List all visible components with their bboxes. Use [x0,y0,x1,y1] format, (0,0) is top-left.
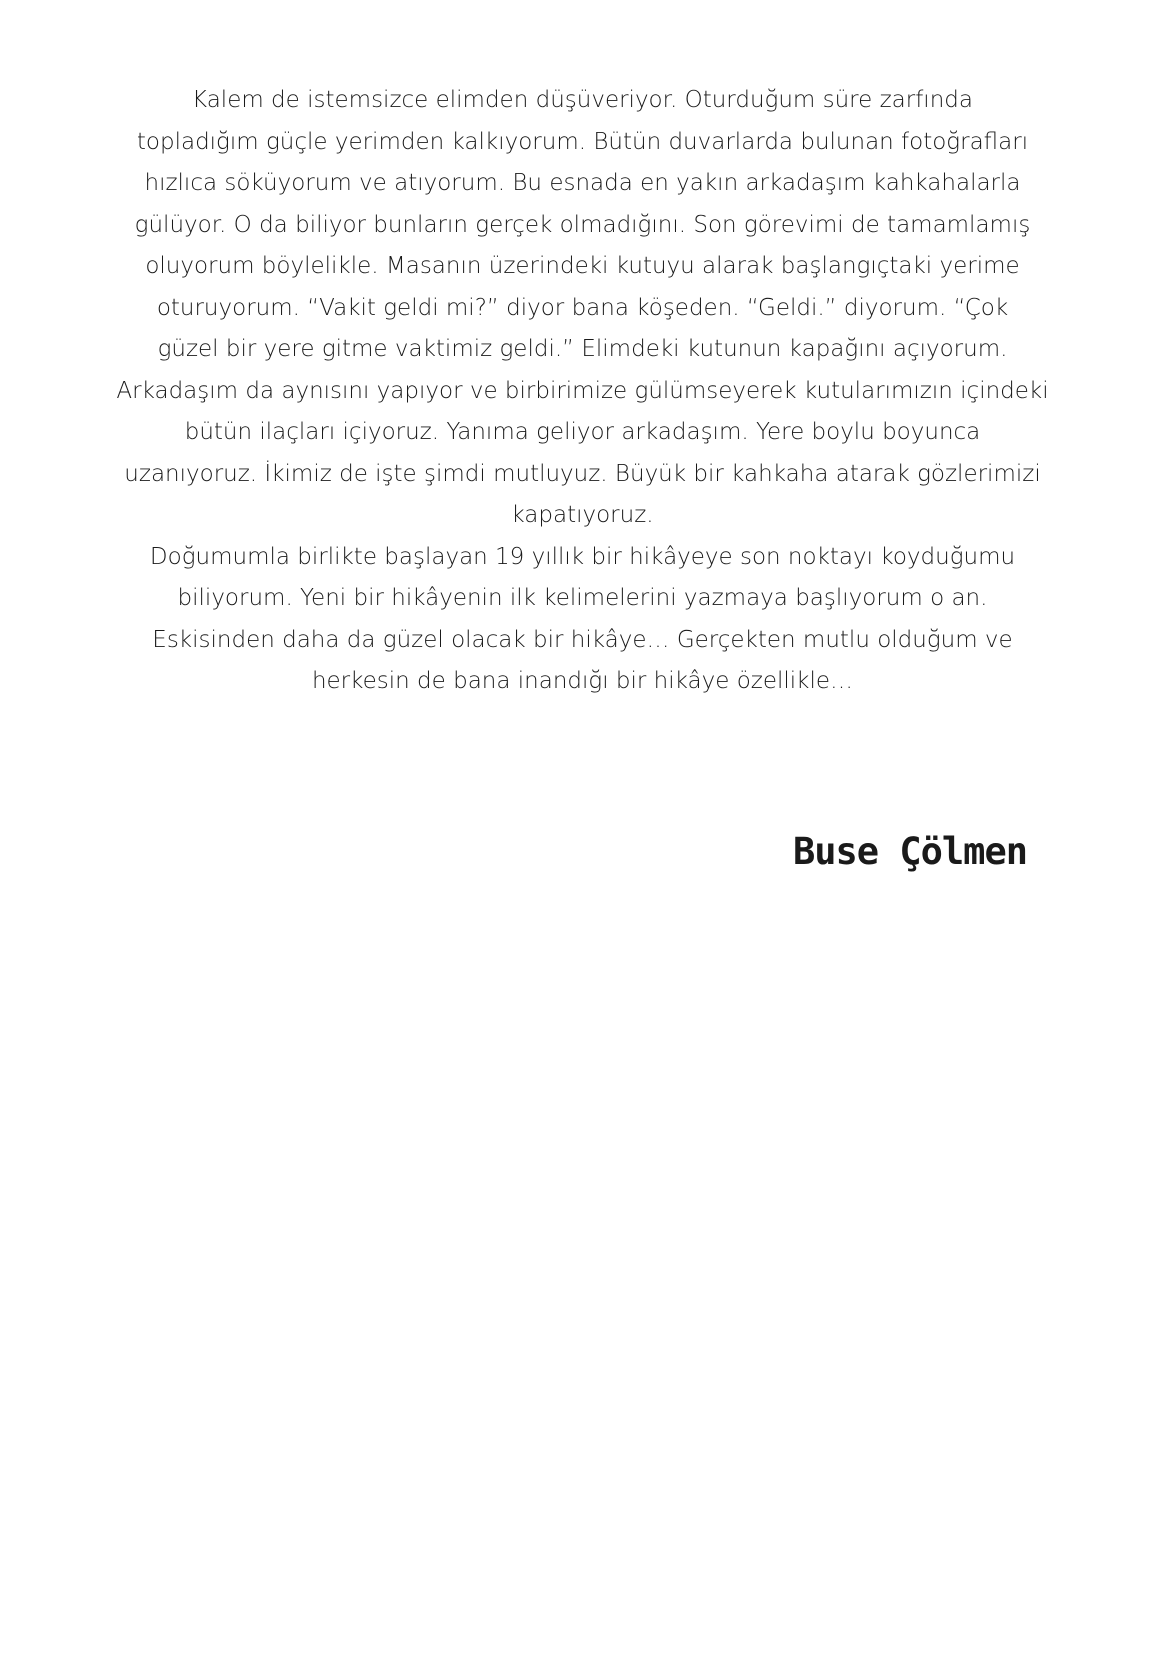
author-signature: Buse Çölmen [792,830,1028,873]
story-line: uzanıyoruz. İkimiz de işte şimdi mutluyuz. Büyük bir kahkaha atarak gözlerimizi [124,460,1041,487]
story-line: Arkadaşım da aynısını yapıyor ve birbirimize gülümseyerek kutularımızın içindeki [116,377,1049,404]
story-line: gülüyor. O da biliyor bunların gerçek olmadığını. Son görevimi de tamamlamış [134,211,1031,238]
story-text [60,80,1105,703]
story-line: topladığım güçle yerimden kalkıyorum. Bütün duvarlarda bulunan fotoğrafları [136,128,1029,155]
story-line: herkesin de bana inandığı bir hikâye özellikle… [311,668,854,694]
story-line: güzel bir yere gitme vaktimiz geldi.” Elimdeki kutunun kapağını açıyorum. [157,336,1008,362]
story-line: bütün ilaçları içiyoruz. Yanıma geliyor arkadaşım. Yere boylu boyunca [184,419,981,445]
story-line: Kalem de istemsizce elimden düşüveriyor. Oturduğum süre zarfında [192,87,973,113]
story-line: hızlıca söküyorum ve atıyorum. Bu esnada en yakın arkadaşım kahkahalarla [144,170,1021,196]
story-line: Doğumumla birlikte başlayan 19 yıllık bir hikâyeye son noktayı koyduğumu [149,543,1016,570]
story-line: biliyorum. Yeni bir hikâyenin ilk kelimelerini yazmaya başlıyorum o an. [177,585,988,611]
story-line: oluyorum böylelikle. Masanın üzerindeki kutuyu alarak başlangıçtaki yerime [145,253,1020,279]
story-line: oturuyorum. “Vakit geldi mi?” diyor bana köşeden. “Geldi.” diyorum. “Çok [156,294,1009,321]
story-line: kapatıyoruz. [511,502,654,528]
story-line: Eskisinden daha da güzel olacak bir hikâye… Gerçekten mutlu olduğum ve [152,626,1013,653]
